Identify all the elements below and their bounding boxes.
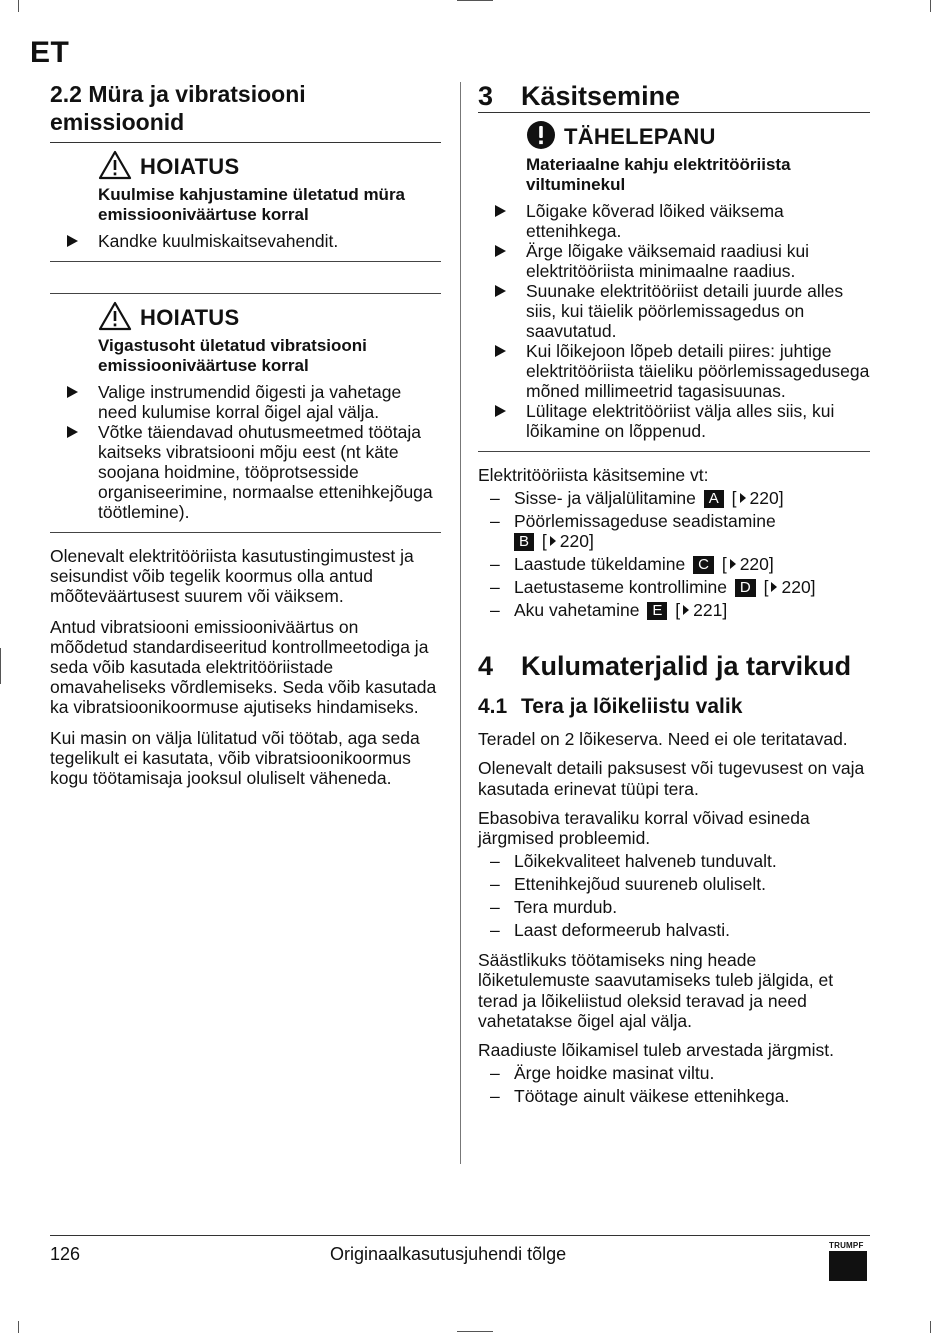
warning-bullet: Võtke täiendavad ohutusmeetmed töötaja kaitseks vibratsiooni mõju eest (nt käte soojana hoidmine, tööprotsesside organiseerimine, normaalse ettenihkejõuga töötlemine). xyxy=(50,422,441,522)
warning-subtitle: Vigastusoht ületatud vibratsiooni emissiooniväärtuse korral xyxy=(98,336,367,375)
logo-block xyxy=(829,1251,867,1281)
key-badge: A xyxy=(704,490,724,508)
page-ref[interactable]: 220] xyxy=(559,531,594,552)
usage-item: – Pöörlemissageduse seadistamine B [ 220] xyxy=(490,511,776,552)
section-number: 3 xyxy=(478,81,494,111)
body-paragraph: Teradel on 2 lõikeserva. Need ei ole teritatavad. xyxy=(478,729,848,750)
notice-title: TÄHELEPANU xyxy=(564,124,716,149)
notice-bullet: Lülitage elektritööriist välja alles siis, kui lõikamine on lõppenud. xyxy=(478,401,870,441)
key-badge: C xyxy=(693,556,714,574)
notice-bullet: Lõigake kõverad lõiked väiksema ettenihkega. xyxy=(478,201,870,241)
crop-mark xyxy=(0,648,1,684)
arrow-right-icon xyxy=(50,422,98,522)
crop-mark xyxy=(930,1321,931,1333)
crop-mark xyxy=(930,0,931,12)
usage-intro: Elektritööriista käsitsemine vt: xyxy=(478,465,709,485)
page-ref[interactable]: 220] xyxy=(749,488,784,509)
body-paragraph: Olenevalt detaili paksusest või tugevusest on vaja kasutada erinevat tüüpi tera. xyxy=(478,758,865,799)
page-ref[interactable]: 221] xyxy=(693,600,728,621)
warning-bullet: Kandke kuulmiskaitsevahendit. xyxy=(50,231,441,251)
notice-subtitle: Materiaalne kahju elektritööriista viltuminekul xyxy=(526,155,791,194)
notice-header xyxy=(478,121,870,153)
warning-box-vibration xyxy=(50,293,441,533)
page-ref-arrow-icon xyxy=(550,536,556,546)
warning-header xyxy=(50,151,441,183)
key-badge: B xyxy=(514,533,534,551)
usage-item: – Laastude tükeldamine C [ 220] xyxy=(490,554,774,575)
page-number: 126 xyxy=(50,1244,81,1264)
page-ref[interactable]: 220] xyxy=(781,577,816,598)
warning-triangle-icon xyxy=(98,301,132,336)
section-title: Käsitsemine xyxy=(521,81,681,111)
right-column xyxy=(478,80,870,1106)
problem-item: – Ettenihkejõud suureneb oluliselt. xyxy=(490,874,766,895)
arrow-right-icon xyxy=(478,201,526,241)
language-code: ET xyxy=(30,36,70,69)
page-ref[interactable]: 220] xyxy=(739,554,774,575)
section-title: Kulumaterjalid ja tarvikud xyxy=(521,651,852,682)
footer-rule xyxy=(50,1235,870,1236)
problem-item: – Lõikekvaliteet halveneb tunduvalt. xyxy=(490,851,777,872)
crop-mark xyxy=(18,0,19,12)
notice-bullet: Kui lõikejoon lõpeb detaili piires: juhtige elektritööriista täieliku pöörlemissagedusega mõned millimeetrid tagasisuunas. xyxy=(478,341,870,401)
section-number: 4.1 xyxy=(478,695,508,719)
warning-title: HOIATUS xyxy=(140,305,240,330)
body-paragraph: Ebasobiva teravaliku korral võivad esineda järgmised probleemid. xyxy=(478,807,810,849)
usage-item: – Aku vahetamine E [ 221] xyxy=(490,600,728,621)
radius-item: – Ärge hoidke masinat viltu. xyxy=(490,1063,715,1084)
body-paragraph: Kui masin on välja lülitatud või töötab, aga seda tegelikult ei kasutata, võib vibratsioonikoormus kogu töötamisaja jooksul oluliselt väheneda. xyxy=(50,727,420,789)
key-badge: E xyxy=(647,602,667,620)
warning-title: HOIATUS xyxy=(140,154,240,179)
page-ref-arrow-icon xyxy=(730,559,736,569)
crop-mark xyxy=(18,1321,19,1333)
arrow-right-icon xyxy=(478,341,526,401)
left-column xyxy=(50,80,441,788)
arrow-right-icon xyxy=(50,231,98,251)
usage-item: – Laetustaseme kontrollimine D [ 220] xyxy=(490,577,816,598)
notice-bullet: Suunake elektritööriist detaili juurde alles siis, kui täielik pöörlemissagedus on saavutatud. xyxy=(478,281,870,341)
body-paragraph: Säästlikuks töötamiseks ning heade lõiketulemuste saavutamiseks tuleb jälgida, et terad ja lõikeliistud oleksid teravad ja need vahetatakse õigel ajal välja. xyxy=(478,950,834,1031)
column-divider xyxy=(460,82,461,1164)
warning-bullet: Valige instrumendid õigesti ja vahetage need kulumise korral õigel ajal välja. xyxy=(50,382,441,422)
footer-title: Originaalkasutusjuhendi tõlge xyxy=(330,1244,567,1264)
notice-box xyxy=(478,113,870,452)
page-ref-arrow-icon xyxy=(683,605,689,615)
radius-item: – Töötage ainult väikese ettenihkega. xyxy=(490,1086,790,1107)
notice-bullet: Ärge lõigake väiksemaid raadiusi kui elektritööriista minimaalne raadius. xyxy=(478,241,870,281)
arrow-right-icon xyxy=(478,281,526,341)
section-heading-4 xyxy=(478,650,870,682)
warning-subtitle: Kuulmise kahjustamine ületatud müra emissiooniväärtuse korral xyxy=(98,185,406,224)
exclamation-circle-icon xyxy=(526,120,556,155)
arrow-right-icon xyxy=(478,401,526,441)
section-heading-2-2: 2.2 Müra ja vibratsiooni emissioonid xyxy=(50,80,441,143)
usage-item: – Sisse- ja väljalülitamine A [ 220] xyxy=(490,488,784,509)
section-heading-4-1 xyxy=(478,694,870,720)
warning-triangle-icon xyxy=(98,150,132,185)
warning-header xyxy=(50,302,441,334)
body-paragraph: Raadiuste lõikamisel tuleb arvestada järgmist. xyxy=(478,1040,834,1061)
page-ref-arrow-icon xyxy=(740,493,746,503)
crop-mark xyxy=(457,1331,493,1332)
body-paragraph: Antud vibratsiooni emissiooniväärtus on mõõdetud standardiseeritud kontrollmeetodiga ja seda võib kasutada elektritööriistade omavaheliseks võrdlemiseks. Seda võib kasutada ka vibratsioonikoormuse ajutiseks hindamiseks. xyxy=(50,616,437,718)
problem-item: – Tera murdub. xyxy=(490,897,618,918)
section-number: 4 xyxy=(478,651,494,682)
logo-text: TRUMPF xyxy=(829,1241,864,1250)
arrow-right-icon xyxy=(478,241,526,281)
trumpf-logo xyxy=(829,1240,867,1282)
warning-box-noise xyxy=(50,143,441,262)
section-title: Tera ja lõikeliistu valik xyxy=(521,695,743,719)
page-ref-arrow-icon xyxy=(771,582,777,592)
body-paragraph: Olenevalt elektritööriista kasutustingimustest ja seisundist võib tegelik koormus olla antud mõõteväärtusest suurem või väiksem. xyxy=(50,546,414,607)
crop-mark xyxy=(457,0,493,1)
section-heading-3 xyxy=(478,80,870,113)
arrow-right-icon xyxy=(50,382,98,422)
problem-item: – Laast deformeerub halvasti. xyxy=(490,920,730,941)
key-badge: D xyxy=(735,579,756,597)
